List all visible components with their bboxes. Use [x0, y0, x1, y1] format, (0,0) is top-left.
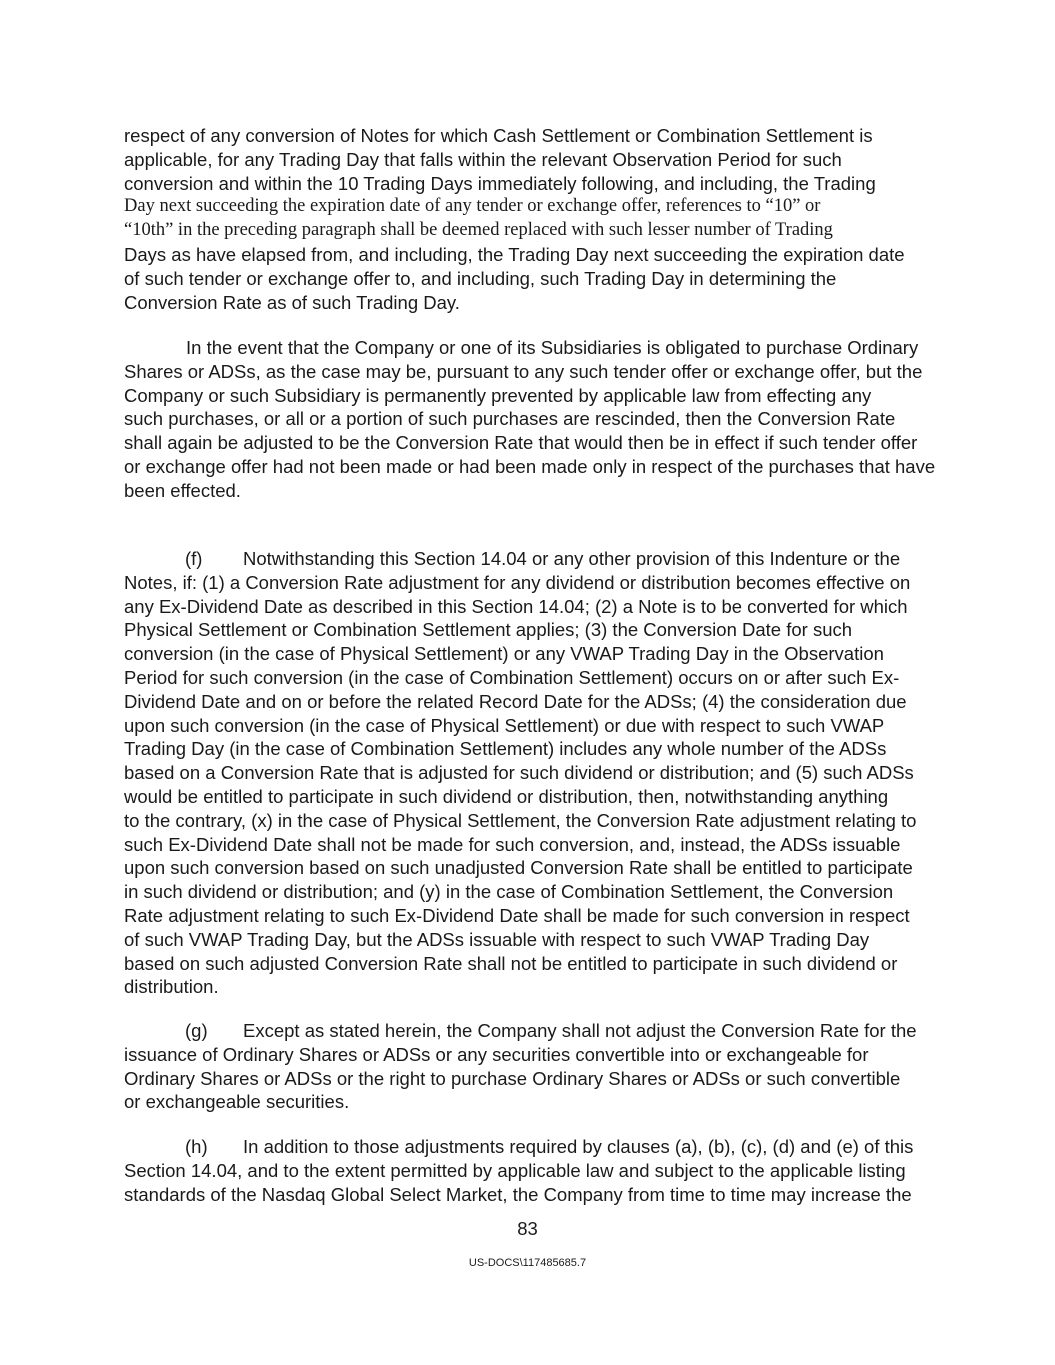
text-line: shall again be adjusted to be the Conversion Rate that would then be in effect if such tender offer: [124, 432, 918, 454]
text-line: or exchangeable securities.: [124, 1091, 350, 1113]
text-line: of such tender or exchange offer to, and including, such Trading Day in determining the: [124, 267, 837, 289]
text-line: distribution.: [124, 976, 219, 998]
text-line: such purchases, or all or a portion of such purchases are rescinded, then the Conversion Rate: [124, 408, 896, 430]
text-line: or exchange offer had not been made or had been made only in respect of the purchases that have: [124, 455, 936, 477]
paragraph-continuation: [124, 124, 932, 314]
clause-f: [124, 547, 932, 999]
text-line: [124, 547, 932, 571]
text-line: Day next succeeding the expiration date of any tender or exchange offer, references to “10” or: [124, 196, 821, 217]
document-id: US-DOCS\117485685.7: [468, 1257, 587, 1269]
text-line: standards of the Nasdaq Global Select Market, the Company from time to time may increase the: [124, 1183, 912, 1205]
text-line: of such VWAP Trading Day, but the ADSs issuable with respect to such VWAP Trading Day: [124, 928, 870, 950]
text-line: to the contrary, (x) in the case of Physical Settlement, the Conversion Rate adjustment relating to: [124, 809, 917, 831]
clause-label: (g): [185, 1020, 208, 1041]
text-line: Dividend Date and on or before the related Record Date for the ADSs; (4) the consideration due: [124, 690, 907, 712]
clause-g-text: Except as stated herein, the Company shall not adjust the Conversion Rate for the: [243, 1020, 917, 1041]
text-line: Period for such conversion (in the case of Combination Settlement) occurs on or after such Ex-: [124, 666, 900, 688]
clause-g: [124, 1019, 932, 1114]
text-line: Conversion Rate as of such Trading Day.: [124, 291, 460, 313]
text-line: respect of any conversion of Notes for which Cash Settlement or Combination Settlement is: [124, 125, 873, 146]
text-line: In the event that the Company or one of its Subsidiaries is obligated to purchase Ordinary: [186, 337, 919, 358]
text-line: Physical Settlement or Combination Settlement applies; (3) the Conversion Date for such: [124, 619, 853, 641]
text-line: been effected.: [124, 479, 241, 501]
clause-h-text: In addition to those adjustments required by clauses (a), (b), (c), (d) and (e) of this: [243, 1136, 914, 1157]
text-line: applicable, for any Trading Day that falls within the relevant Observation Period for such: [124, 148, 842, 170]
text-line: such Ex-Dividend Date shall not be made for such conversion, and, instead, the ADSs issuable: [124, 833, 901, 855]
text-line: [124, 1135, 932, 1159]
text-line: Shares or ADSs, as the case may be, pursuant to any such tender offer or exchange offer, but the: [124, 360, 923, 382]
clause-label: (h): [185, 1136, 208, 1157]
text-line: Trading Day (in the case of Combination Settlement) includes any whole number of the ADSs: [124, 738, 887, 760]
text-line: Rate adjustment relating to such Ex-Dividend Date shall be made for such conversion in respect: [124, 904, 910, 926]
text-line: would be entitled to participate in such dividend or distribution, then, notwithstanding anything: [124, 785, 889, 807]
text-line: upon such conversion based on such unadjusted Conversion Rate shall be entitled to participate: [124, 857, 913, 879]
text-line: issuance of Ordinary Shares or ADSs or any securities convertible into or exchangeable for: [124, 1043, 869, 1065]
text-line: conversion (in the case of Physical Settlement) or any VWAP Trading Day in the Observation: [124, 643, 884, 665]
text-line: Company or such Subsidiary is permanently prevented by applicable law from effecting any: [124, 384, 872, 406]
text-line: conversion and within the 10 Trading Days immediately following, and including, the Trading: [124, 172, 876, 194]
text-line: upon such conversion (in the case of Physical Settlement) or due with respect to such VWAP: [124, 714, 885, 736]
text-line: Days as have elapsed from, and including, the Trading Day next succeeding the expiration date: [124, 243, 905, 265]
text-line: based on a Conversion Rate that is adjusted for such dividend or distribution; and (5) such ADSs: [124, 762, 914, 784]
text-line: “10th” in the preceding paragraph shall be deemed replaced with such lesser number of Trading: [124, 220, 833, 241]
paragraph-tender-offer: [124, 336, 936, 503]
clause-f-text: Notwithstanding this Section 14.04 or any other provision of this Indenture or the: [243, 548, 901, 569]
text-line: Notes, if: (1) a Conversion Rate adjustment for any dividend or distribution becomes effective on: [124, 571, 911, 593]
clause-h: [124, 1135, 932, 1206]
text-line: [124, 1019, 932, 1043]
text-line: any Ex-Dividend Date as described in this Section 14.04; (2) a Note is to be converted for which: [124, 595, 908, 617]
text-line: Section 14.04, and to the extent permitted by applicable law and subject to the applicable listing: [124, 1159, 906, 1181]
clause-label: (f): [185, 548, 203, 569]
text-line: Ordinary Shares or ADSs or the right to purchase Ordinary Shares or ADSs or such convertible: [124, 1067, 901, 1089]
text-line: based on such adjusted Conversion Rate shall not be entitled to participate in such dividend or: [124, 952, 898, 974]
page-number: 83: [517, 1218, 538, 1239]
text-line: in such dividend or distribution; and (y) in the case of Combination Settlement, the Conversion: [124, 881, 894, 903]
